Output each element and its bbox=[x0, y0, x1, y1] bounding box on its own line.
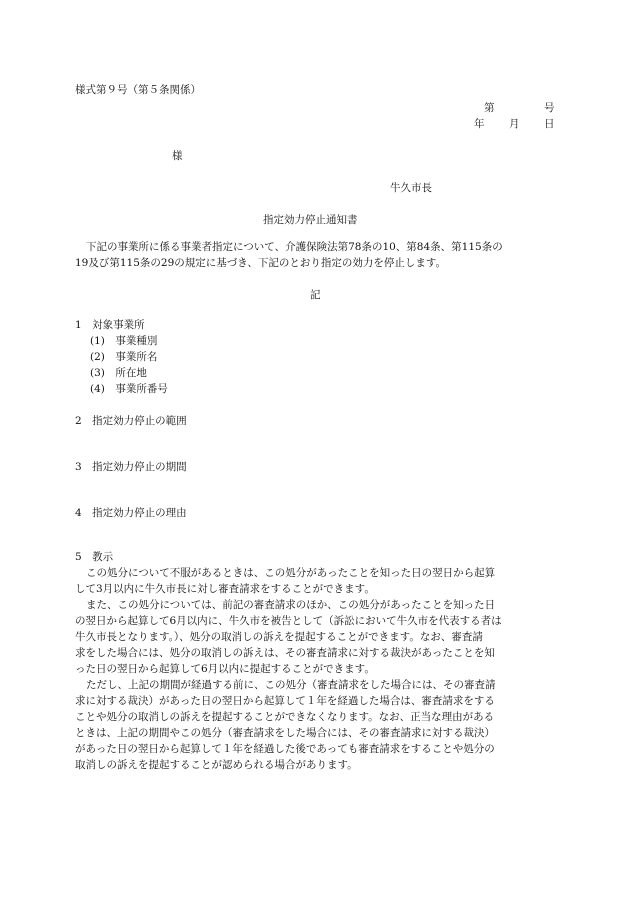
instruction-p3-line: ただし、上記の期間が経過する前に、この処分（審査請求をした場合には、その審査請 bbox=[86, 679, 496, 691]
instruction-p2-line: った日の翌日から起算して6月以内に提起することができます。 bbox=[75, 663, 375, 675]
sender-name: 牛久市長 bbox=[390, 182, 432, 194]
instruction-p3-line: ことや処分の取消しの訴えを提起することができなくなります。なお、正当な理由がある bbox=[75, 711, 495, 723]
instruction-p2-line: の翌日から起算して6月以内に、牛久市を被告として（訴訟において牛久市を代表する者は bbox=[75, 615, 502, 627]
target-item: (3) 所在地 bbox=[90, 367, 147, 379]
doc-number-prefix: 第 bbox=[484, 102, 495, 114]
instruction-p2-line: 求をした場合には、処分の取消しの訴えは、その審査請求に対する裁決があったことを知 bbox=[75, 647, 495, 659]
addressee-honorific: 様 bbox=[172, 150, 183, 162]
doc-number-suffix: 号 bbox=[544, 102, 555, 114]
ki-heading: 記 bbox=[310, 289, 321, 301]
instruction-p2-line: また、この処分については、前記の審査請求のほか、この処分があったことを知った日 bbox=[86, 599, 496, 611]
target-item: (4) 事業所番号 bbox=[90, 383, 168, 395]
instruction-p3-line: があった日の翌日から起算して１年を経過した後であっても審査請求をすることや処分の bbox=[75, 743, 495, 755]
date-month: 月 bbox=[509, 118, 520, 130]
instruction-p1-line: して3月以内に牛久市長に対し審査請求をすることができます。 bbox=[75, 583, 375, 595]
document-title: 指定効力停止通知書 bbox=[263, 214, 358, 226]
section-2-label: 2 指定効力停止の範囲 bbox=[75, 415, 187, 427]
intro-line-2: 19及び第115条の29の規定に基づき、下記のとおり指定の効力を停止します。 bbox=[75, 257, 447, 269]
date-year: 年 bbox=[474, 118, 485, 130]
instruction-p2-line: 牛久市長となります。）、処分の取消しの訴えを提起することができます。なお、審査請 bbox=[75, 631, 483, 643]
date-day: 日 bbox=[544, 118, 555, 130]
target-item: (2) 事業所名 bbox=[90, 351, 158, 363]
section-1-label: 1 対象事業所 bbox=[75, 319, 145, 331]
intro-line-1: 下記の事業所に係る事業者指定について、介護保険法第78条の10、第84条、第115条の bbox=[86, 241, 503, 253]
form-number: 様式第９号（第５条関係） bbox=[75, 84, 201, 96]
target-item: (1) 事業種別 bbox=[90, 335, 158, 347]
instruction-p3-line: 求に対する裁決）があった日の翌日から起算して１年を経過した場合は、審査請求をする bbox=[75, 695, 495, 707]
instruction-p3-line: 取消しの訴えを提起することが認められる場合があります。 bbox=[75, 759, 358, 771]
section-4-label: 4 指定効力停止の理由 bbox=[75, 507, 187, 519]
instruction-p1-line: この処分について不服があるときは、この処分があったことを知った日の翌日から起算 bbox=[86, 567, 496, 579]
section-3-label: 3 指定効力停止の期間 bbox=[75, 461, 187, 473]
section-5-label: 5 教示 bbox=[75, 551, 114, 563]
instruction-p3-line: ときは、上記の期間やこの処分（審査請求をした場合には、その審査請求に対する裁決） bbox=[75, 727, 495, 739]
